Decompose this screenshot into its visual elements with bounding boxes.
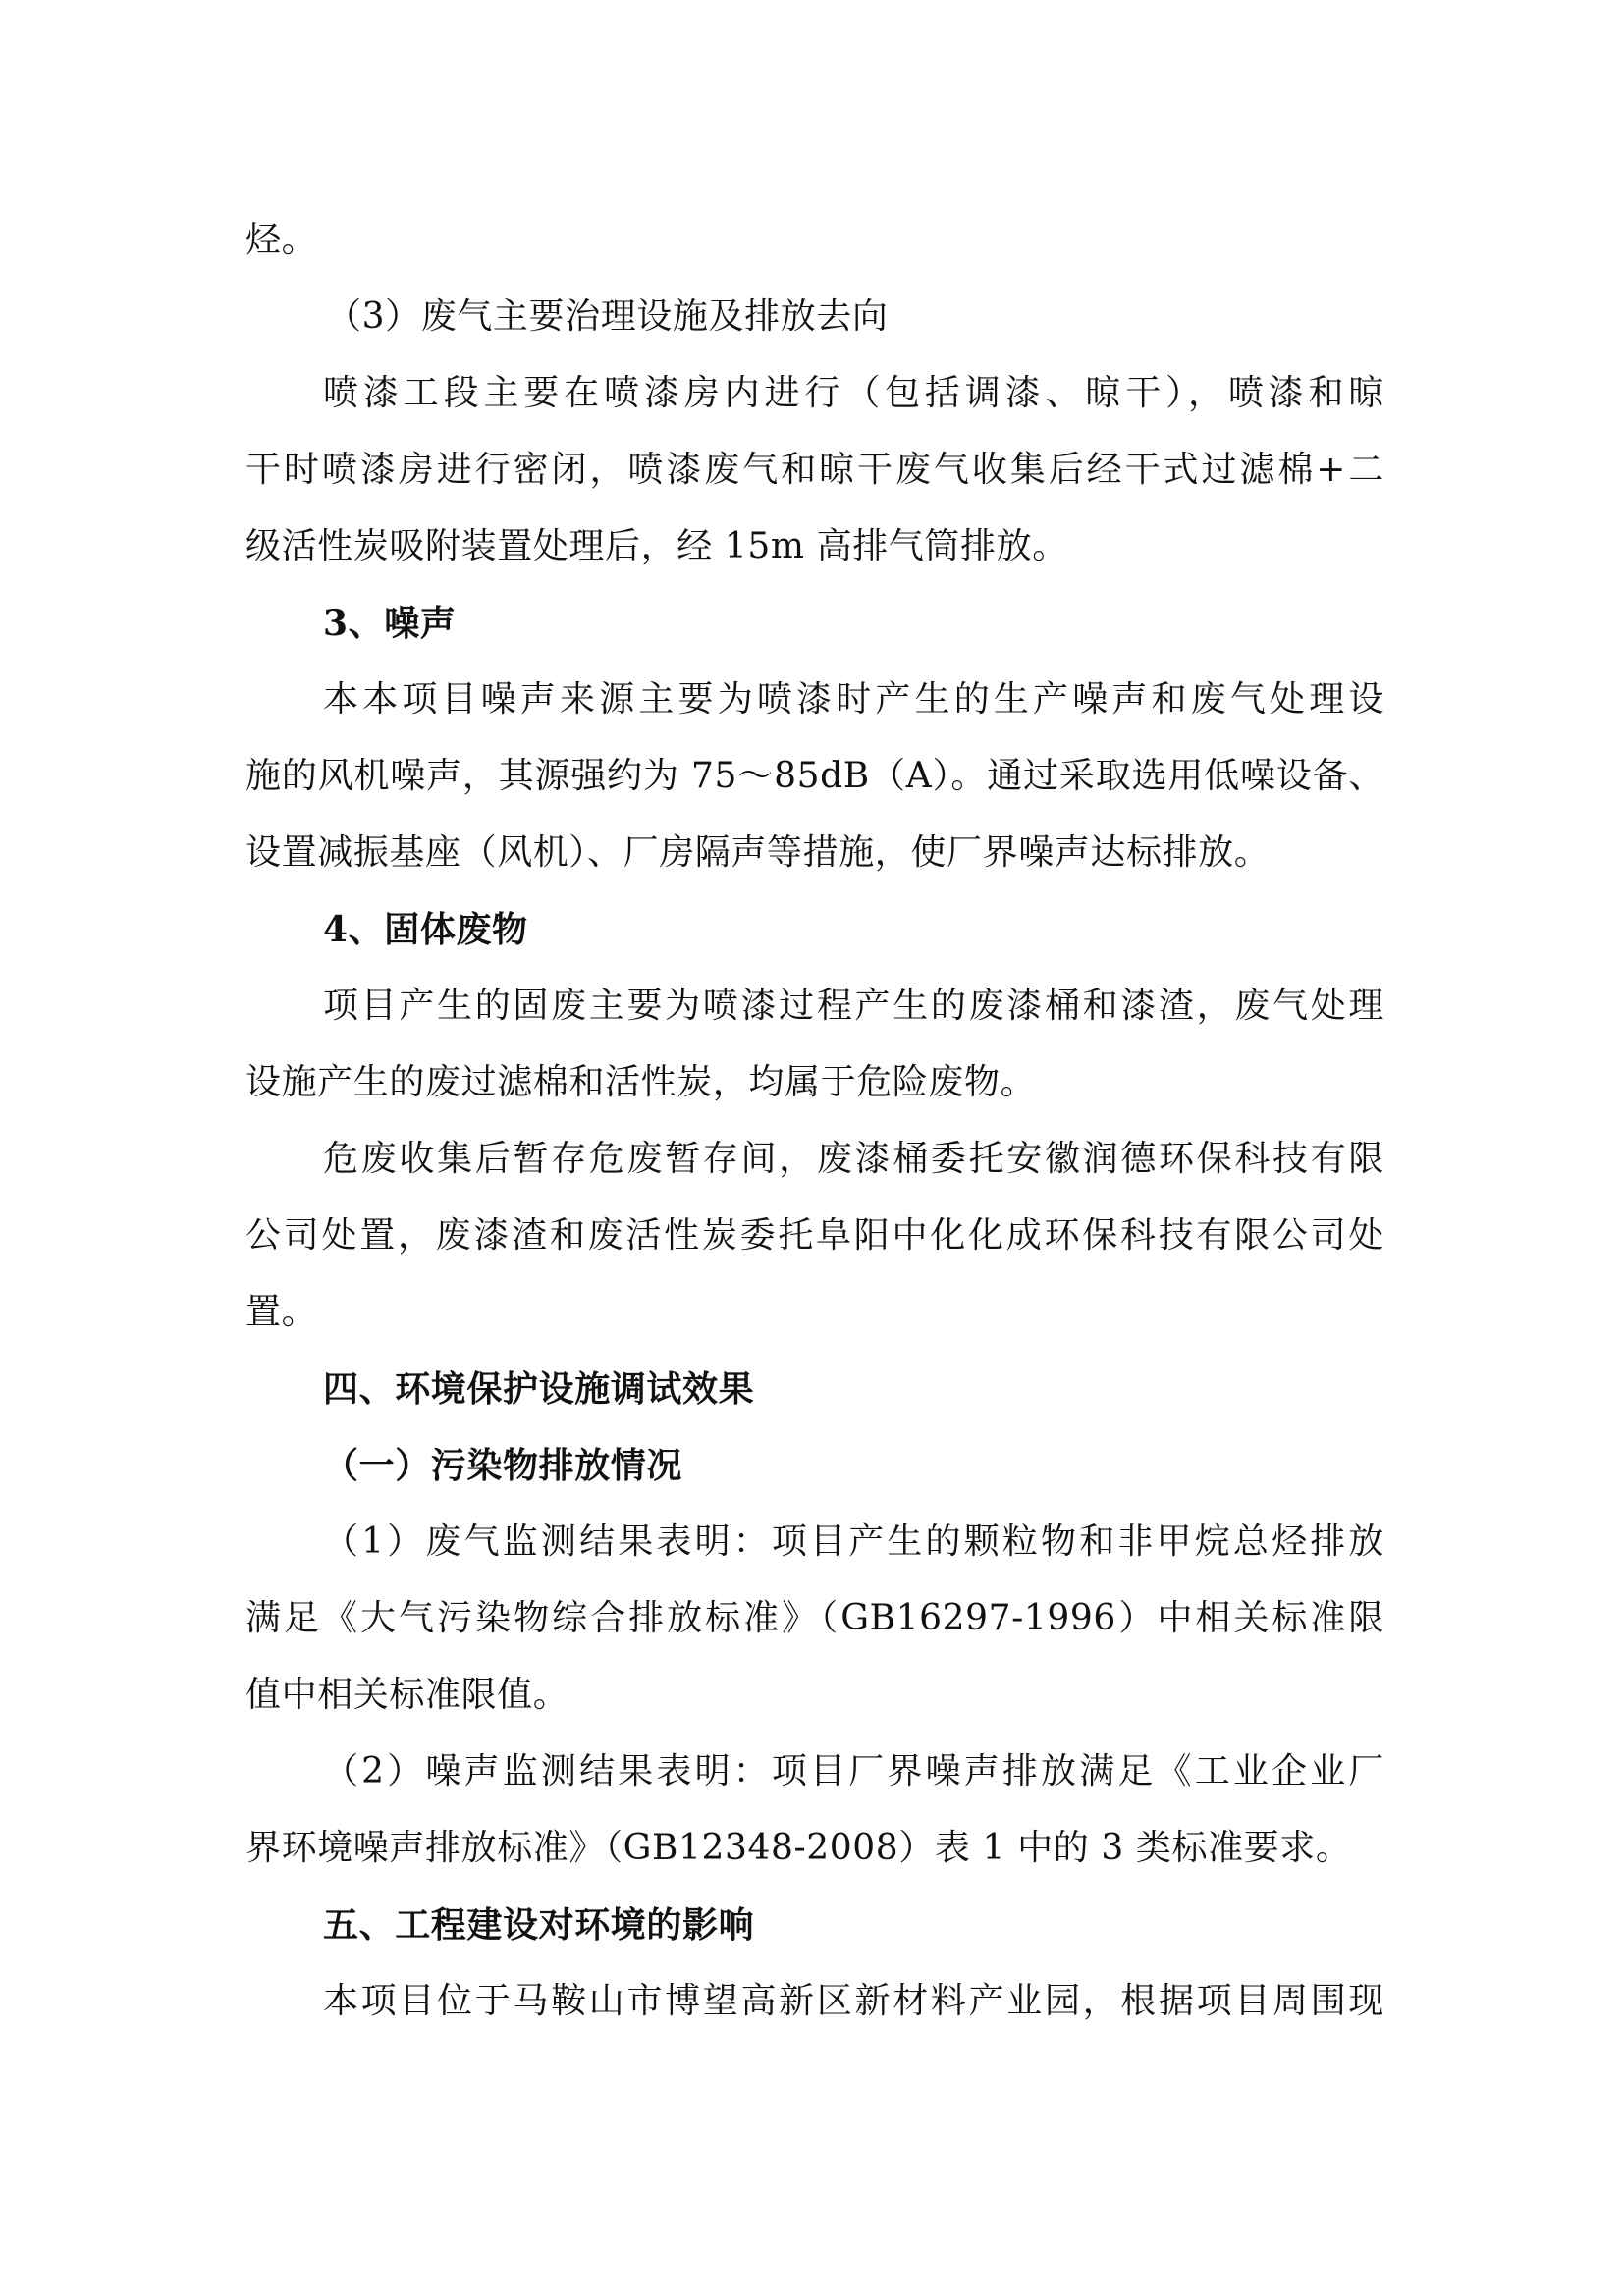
paragraph-line: 干时喷漆房进行密闭，喷漆废气和晾干废气收集后经干式过滤棉+二	[245, 450, 1384, 490]
paragraph-line: 危废收集后暂存危废暂存间，废漆桶委托安徽润德环保科技有限	[323, 1139, 1384, 1179]
paragraph-line: 本项目位于马鞍山市博望高新区新材料产业园，根据项目周围现	[323, 1981, 1384, 2021]
paragraph-line: 项目产生的固废主要为喷漆过程产生的废漆桶和漆渣，废气处理	[323, 986, 1384, 1026]
paragraph-line: 置。	[245, 1292, 318, 1332]
section-heading: 3、噪声	[323, 603, 457, 644]
paragraph-line: （2）噪声监测结果表明：项目厂界噪声排放满足《工业企业厂	[323, 1751, 1384, 1791]
section-heading: 五、工程建设对环境的影响	[323, 1904, 755, 1946]
paragraph-line: 设施产生的废过滤棉和活性炭，均属于危险废物。	[245, 1062, 1037, 1102]
section-heading: 4、固体废物	[323, 909, 528, 950]
paragraph-line: 喷漆工段主要在喷漆房内进行（包括调漆、晾干），喷漆和晾	[323, 373, 1384, 413]
paragraph-line: 公司处置，废漆渣和废活性炭委托阜阳中化化成环保科技有限公司处	[245, 1215, 1384, 1255]
paragraph-line: 本本项目噪声来源主要为喷漆时产生的生产噪声和废气处理设	[323, 679, 1384, 720]
paragraph-line: 值中相关标准限值。	[245, 1675, 569, 1715]
paragraph-line: （1）废气监测结果表明：项目产生的颗粒物和非甲烷总烃排放	[323, 1522, 1384, 1562]
subsection-title: （3）废气主要治理设施及排放去向	[326, 296, 889, 337]
paragraph-line: 设置减振基座（风机）、厂房隔声等措施，使厂界噪声达标排放。	[245, 832, 1271, 873]
text-line: 烃。	[245, 220, 318, 260]
section-heading: 四、环境保护设施调试效果	[323, 1368, 755, 1410]
paragraph-line: 级活性炭吸附装置处理后，经 15m 高排气筒排放。	[245, 526, 1068, 566]
paragraph-line: 施的风机噪声，其源强约为 75～85dB（A）。通过采取选用低噪设备、	[245, 756, 1384, 796]
document-body	[245, 202, 1384, 2040]
paragraph-line: 满足《大气污染物综合排放标准》（GB16297-1996）中相关标准限	[245, 1598, 1384, 1638]
subsection-heading: （一）污染物排放情况	[323, 1445, 683, 1486]
paragraph-line: 界环境噪声排放标准》（GB12348-2008）表 1 中的 3 类标准要求。	[245, 1828, 1352, 1868]
